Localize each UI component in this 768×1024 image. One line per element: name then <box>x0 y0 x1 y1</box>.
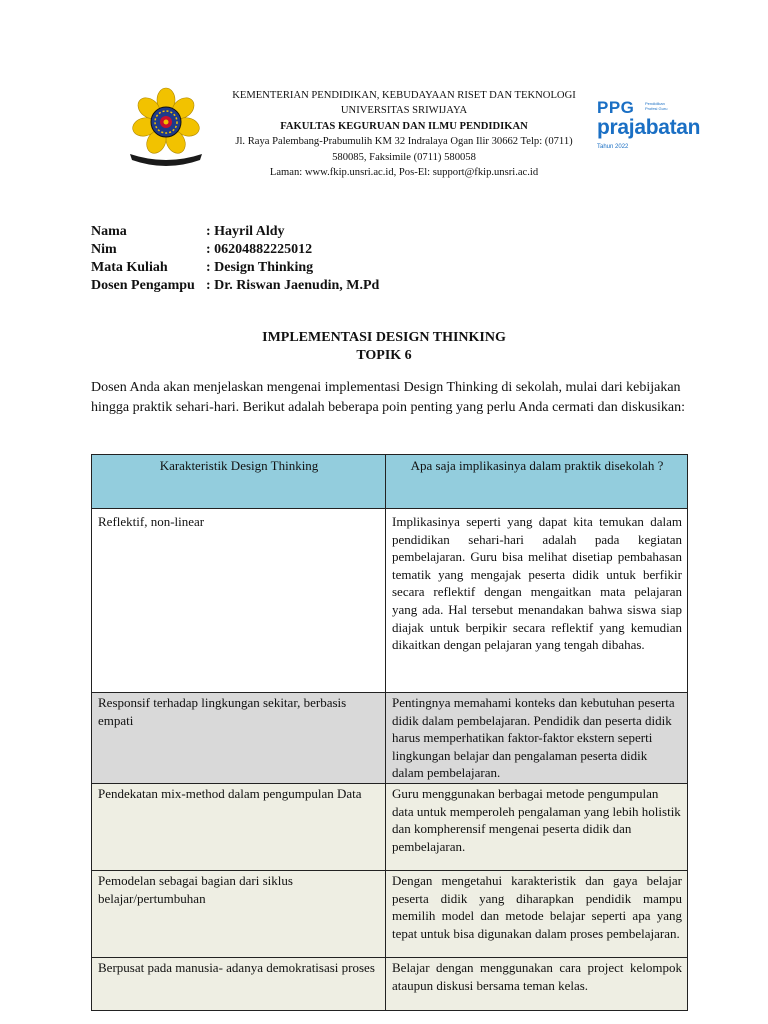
ministry-name: KEMENTERIAN PENDIDIKAN, KEBUDAYAAN RISET DAN TEKNOLOGI <box>232 90 576 101</box>
design-thinking-table <box>91 454 688 1011</box>
info-row-course <box>91 259 379 277</box>
info-label: Nama <box>91 224 127 239</box>
ppg-prajabatan-logo <box>597 98 707 158</box>
table-row <box>92 693 688 784</box>
table-row <box>92 509 688 693</box>
table-header-row <box>92 455 688 509</box>
student-info <box>91 223 379 295</box>
intro-paragraph: Dosen Anda akan menjelaskan mengenai implementasi Design Thinking di sekolah, mulai dari kebijakan hingga praktik sehari-hari. Berikut adalah beberapa poin penting yang perlu Anda cermati dan diskusikan: <box>91 380 686 415</box>
university-name: UNIVERSITAS SRIWIJAYA <box>340 105 468 117</box>
info-value: : 06204882225012 <box>206 242 313 257</box>
info-label: Nim <box>91 242 117 257</box>
implication-cell: Belajar dengan menggunakan cara project kelompok ataupun diskusi bersama teman kelas. <box>386 957 688 1010</box>
ppg-label: PPG <box>597 98 635 117</box>
faculty-name: FAKULTAS KEGURUAN DAN ILMU PENDIDIKAN <box>280 120 528 132</box>
ppg-year: Tahun 2022 <box>597 144 629 150</box>
characteristic-cell: Pendekatan mix-method dalam pengumpulan Data <box>92 783 386 870</box>
university-emblem-logo <box>118 86 214 168</box>
implication-cell: Implikasinya seperti yang dapat kita temukan dalam pendidikan sehari-hari adalah pada kegiatan pembelajaran. Guru bisa melihat disetiap pembahasan tematik yang mengajak peserta didik untuk berfikir secara reflektif dengan mengaitkan mata pelajaran yang ada. Hal tersebut menandakan bahwa siswa siap diajak untuk berpikir secara reflektif yang kemudian dikaitkan dengan pelajaran yang tengah dibahas. <box>386 509 688 693</box>
info-label: Mata Kuliah <box>91 260 168 275</box>
implication-cell: Dengan mengetahui karakteristik dan gaya belajar peserta didik yang diharapkan pendidik mampu memilih model dan metode belajar seperti apa yang tepat untuk bisa digunakan dalam proses pembelajaran. <box>386 870 688 957</box>
table-row <box>92 957 688 1010</box>
ppg-word: prajabatan <box>597 116 701 139</box>
characteristic-cell: Pemodelan sebagai bagian dari siklus belajar/pertumbuhan <box>92 870 386 957</box>
characteristic-cell: Responsif terhadap lingkungan sekitar, berbasis empati <box>92 693 386 784</box>
address-line-2: 580085, Faksimile (0711) 580058 <box>332 151 476 163</box>
info-row-lecturer <box>91 277 379 295</box>
info-value: : Hayril Aldy <box>206 224 285 239</box>
info-label: Dosen Pengampu <box>91 278 195 293</box>
contact-line: Laman: www.fkip.unsri.ac.id, Pos-El: support@fkip.unsri.ac.id <box>269 167 539 179</box>
document-title: IMPLEMENTASI DESIGN THINKING <box>262 330 506 345</box>
implication-cell: Guru menggunakan berbagai metode pengumpulan data untuk memperoleh pengalaman yang lebih holistik dan kompherensif mengenai peserta didik dan pembelajaran. <box>386 783 688 870</box>
info-row-name <box>91 223 379 241</box>
implication-cell: Pentingnya memahami konteks dan kebutuhan peserta didik dalam pembelajaran. Pendidik dan peserta didik harus memperhatikan faktor-faktor ekstern seperti lingkungan belajar dan pengalaman peserta didik dalam pembelajaran. <box>386 693 688 784</box>
ppg-small-text: Pendidikan Profesi Guru <box>645 101 668 111</box>
characteristic-cell: Reflektif, non-linear <box>92 509 386 693</box>
table-header-cell: Apa saja implikasinya dalam praktik disekolah ? <box>386 455 688 509</box>
document-subtitle: TOPIK 6 <box>356 348 412 363</box>
letterhead <box>0 84 768 184</box>
info-value: : Dr. Riswan Jaenudin, M.Pd <box>206 278 380 293</box>
address-line-1: Jl. Raya Palembang-Prabumulih KM 32 Indralaya Ogan Ilir 30662 Telp: (0711) <box>235 136 573 148</box>
info-value: : Design Thinking <box>206 260 314 275</box>
info-row-nim <box>91 241 379 259</box>
table-header-cell: Karakteristik Design Thinking <box>92 455 386 509</box>
characteristic-cell: Berpusat pada manusia- adanya demokratisasi proses <box>92 957 386 1010</box>
table-row <box>92 783 688 870</box>
table-row <box>92 870 688 957</box>
